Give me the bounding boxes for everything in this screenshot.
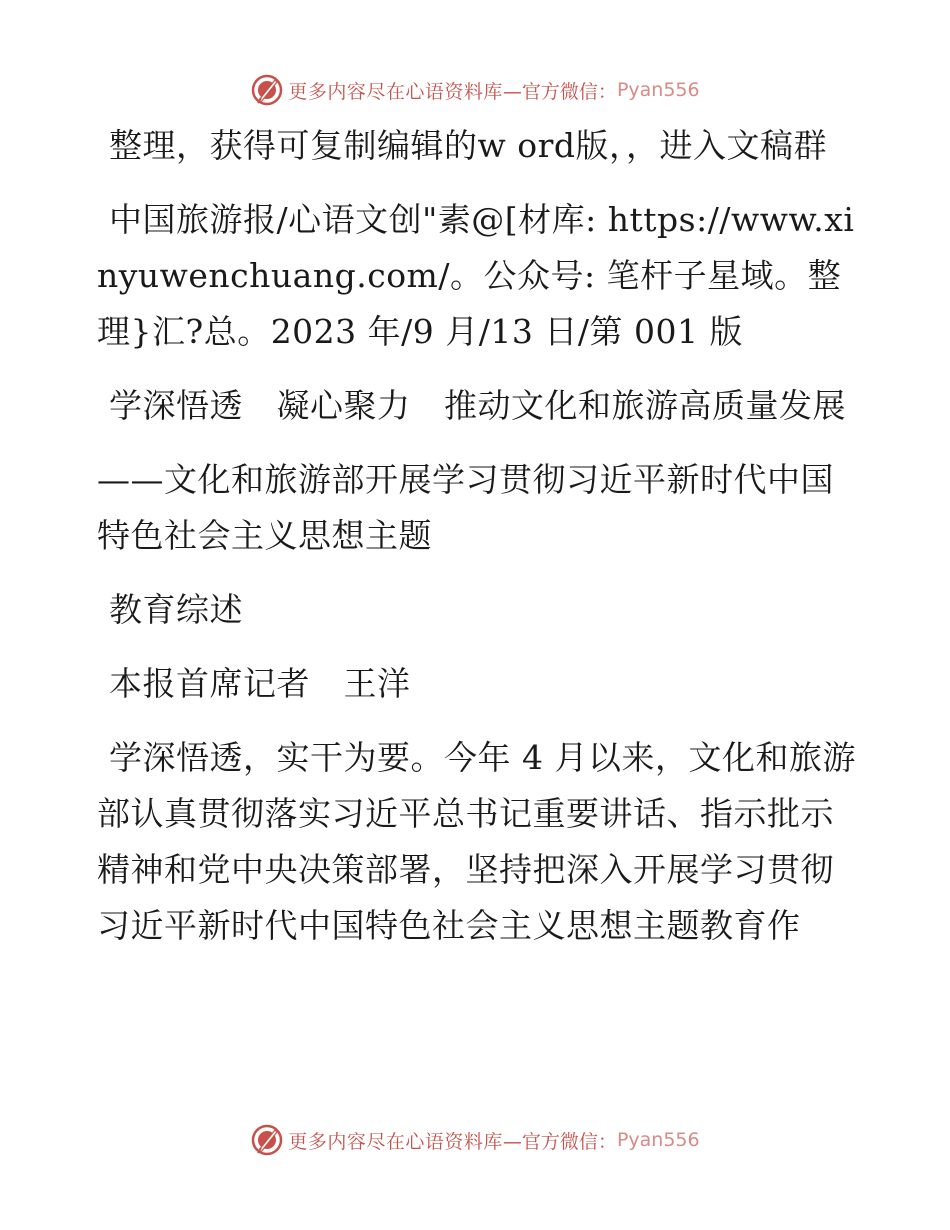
quill-logo-icon <box>250 73 284 107</box>
intro-paragraph: 整理，获得可复制编辑的w ord版，，进入文稿群 <box>109 126 828 165</box>
body-paragraph: 学深悟透，实干为要。今年 4 月以来，文化和旅游部认真贯彻落实习近平总书记重要讲话、指示批示精神和党中央决策部署，坚持把深入开展学习贯彻习近平新时代中国特色社会主义思想主题教育作 <box>97 738 856 945</box>
banner-text: 更多内容尽在心语资料库 <box>288 80 503 103</box>
header-banner <box>0 70 950 110</box>
footer-banner <box>0 1120 950 1160</box>
article-subtitle-cont: 教育综述 <box>109 590 243 629</box>
wechat-id: Pyan556 <box>616 1129 700 1151</box>
wechat-label: —官方微信： <box>502 1130 617 1153</box>
banner-text: 更多内容尽在心语资料库 <box>288 1130 503 1153</box>
article-title: 学深悟透 凝心聚力 推动文化和旅游高质量发展 <box>109 386 846 425</box>
article-subtitle: ——文化和旅游部开展学习贯彻习近平新时代中国特色社会主义思想主题 <box>97 460 834 555</box>
byline: 本报首席记者 王洋 <box>109 664 411 703</box>
wechat-id: Pyan556 <box>616 79 700 101</box>
quill-logo-icon <box>250 1123 284 1157</box>
wechat-label: —官方微信： <box>502 80 617 103</box>
document-body <box>97 118 857 972</box>
source-paragraph: 中国旅游报/心语文创"素@[材库: https://www.xinyuwenchuang.com/。公众号: 笔杆子星域。整理}汇?总。2023 年/9 月/13 日/第 001 版 <box>97 200 855 351</box>
